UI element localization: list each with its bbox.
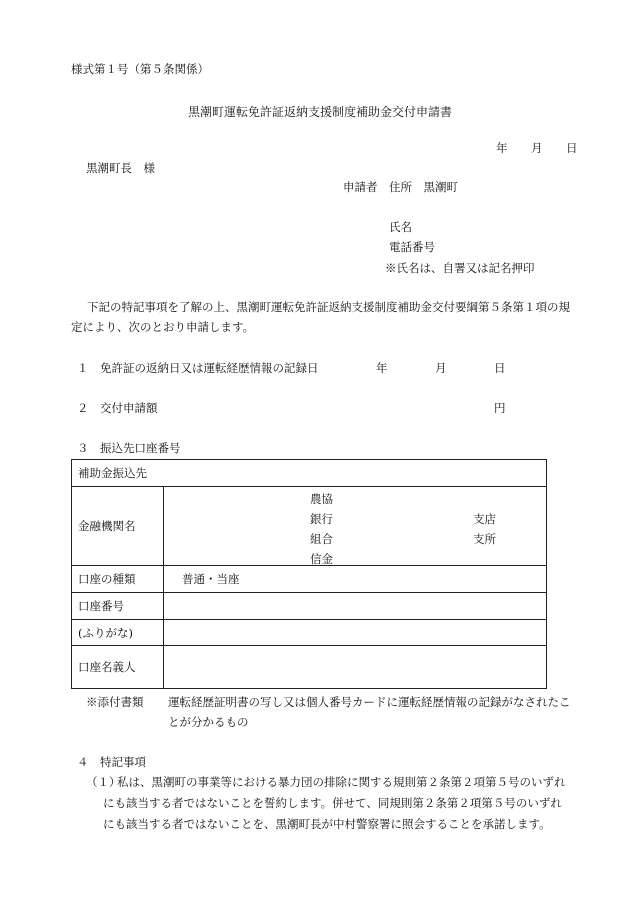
- branch-type-shisho: 支所: [473, 532, 496, 546]
- intro-line-1: 下記の特記事項を了解の上、黒潮町運転免許証返納支援制度補助金交付要綱第５条第１項の規: [87, 300, 570, 314]
- item-4-label: ４ 特記事項: [77, 755, 146, 769]
- item-2-label: ２ 交付申請額: [77, 401, 158, 415]
- clause-line-2: にも該当する者ではないことを誓約します。併せて、同規則第２条第２項第５号のいずれ: [103, 796, 562, 810]
- item-2-unit: 円: [494, 401, 506, 415]
- institution-field[interactable]: [164, 487, 547, 566]
- account-holder-label: 口座名義人: [72, 646, 164, 689]
- attachment-label: ※添付書類: [86, 695, 144, 709]
- bank-table-header: 補助金振込先: [72, 460, 547, 487]
- date-day: 日: [566, 141, 578, 155]
- intro-line-2: 定により、次のとおり申請します。: [71, 320, 255, 334]
- item-1-month: 月: [435, 361, 447, 375]
- institution-type-nokyo: 農協: [310, 492, 333, 506]
- item-1-year: 年: [376, 361, 388, 375]
- account-number-label: 口座番号: [72, 593, 164, 620]
- clause-line-1: 私は、黒潮町の事業等における暴力団の排除に関する規則第２条第２項第５号のいずれ: [117, 775, 566, 789]
- date-month: 月: [531, 141, 543, 155]
- institution-type-kumiai: 組合: [310, 532, 333, 546]
- applicant-signature-note: ※氏名は、自署又は記名押印: [385, 261, 535, 275]
- account-number-field[interactable]: [164, 593, 547, 620]
- institution-type-ginko: 銀行: [310, 512, 333, 526]
- clause-line-3: にも該当する者ではないことを、黒潮町長が中村警察署に照会することを承諾します。: [103, 817, 551, 831]
- account-type-label: 口座の種類: [72, 566, 164, 593]
- applicant-name-label: 氏名: [389, 220, 412, 234]
- branch-type-shiten: 支店: [473, 512, 496, 526]
- form-number: 様式第１号（第５条関係）: [71, 62, 209, 76]
- clause-number: （１）: [86, 775, 121, 789]
- institution-type-shinkin: 信金: [310, 552, 333, 566]
- attachment-line-2: とが分かるもの: [168, 715, 249, 729]
- applicant-phone-label: 電話番号: [389, 240, 435, 254]
- furigana-field[interactable]: [164, 620, 547, 646]
- applicant-address-label: 申請者 住所 黒潮町: [343, 180, 458, 194]
- account-type-field[interactable]: [164, 566, 547, 593]
- item-3-label: ３ 振込先口座番号: [77, 441, 181, 455]
- addressee: 黒潮町長 様: [86, 161, 155, 175]
- attachment-line-1: 運転経歴証明書の写し又は個人番号カードに運転経歴情報の記録がなされたこ: [168, 695, 571, 709]
- date-year: 年: [496, 141, 508, 155]
- form-title: 黒潮町運転免許証返納支援制度補助金交付申請書: [188, 105, 453, 119]
- institution-label: 金融機関名: [72, 487, 164, 566]
- bank-account-table: [71, 459, 547, 689]
- item-1-day: 日: [494, 361, 506, 375]
- furigana-label: (ふりがな): [72, 620, 164, 646]
- item-1-label: １ 免許証の返納日又は運転経歴情報の記録日: [77, 361, 319, 375]
- account-type-value: 普通・当座: [182, 572, 240, 586]
- account-holder-field[interactable]: [164, 646, 547, 689]
